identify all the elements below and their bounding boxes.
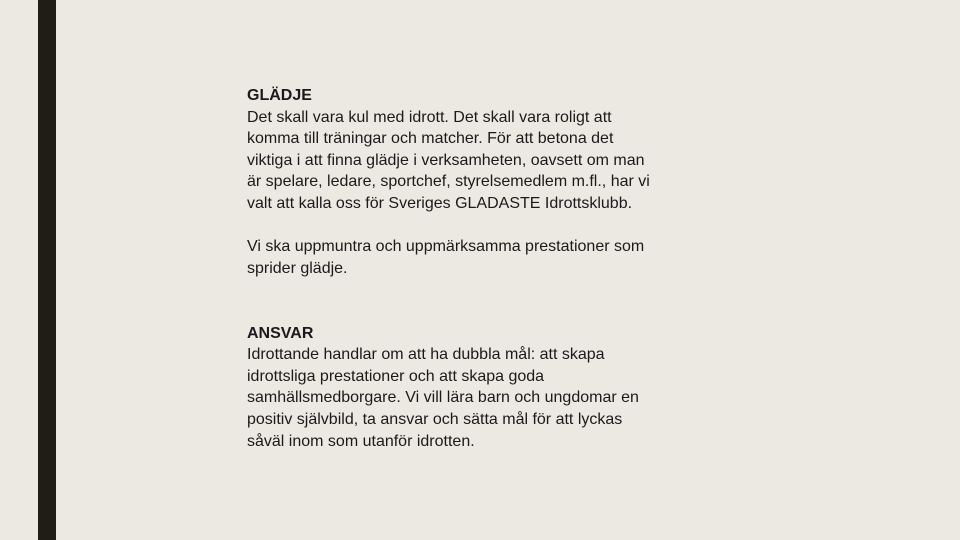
paragraph-gladje-prestationer: Vi ska uppmuntra och uppmärksamma prestationer som sprider glädje. bbox=[247, 238, 645, 277]
paragraph-spacer bbox=[247, 215, 717, 237]
heading-gladje: GLÄDJE bbox=[247, 87, 312, 104]
section-spacer bbox=[247, 279, 717, 322]
paragraph-gladje-intro: Det skall vara kul med idrott. Det skall vara roligt att komma till träningar och matcher. För att betona det viktiga i att finna glädje i verksamheten, oavsett om man är spelare, ledare, sportchef, styrelsemedlem m.fl., har vi valt att kalla oss för Sveriges GLADASTE Idrottsklubb. bbox=[247, 108, 650, 212]
accent-side-bar bbox=[38, 0, 56, 540]
paragraph-ansvar: Idrottande handlar om att ha dubbla mål: att skapa idrottsliga prestationer och att skapa goda samhällsmedborgare. Vi vill lära barn och ungdomar en positiv självbild, ta ansvar och sätta mål för att lyckas såväl inom som utanför idrotten. bbox=[247, 346, 639, 450]
heading-ansvar: ANSVAR bbox=[247, 324, 314, 342]
slide-body bbox=[247, 85, 717, 452]
